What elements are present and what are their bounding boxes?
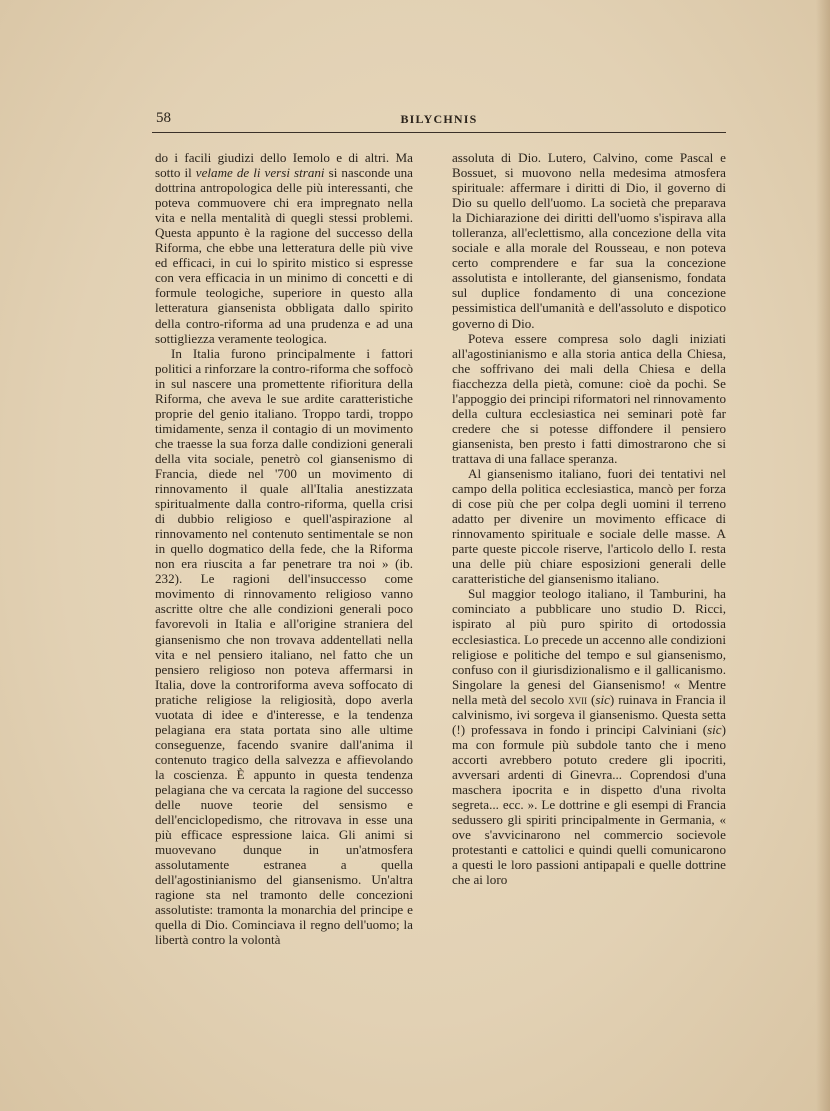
running-title: BILYCHNIS [400, 112, 478, 126]
page-edge-shadow [816, 0, 830, 1111]
left-paragraph-2: In Italia furono principalmente i fattori politici a rinforzare la contro-riforma che soffocò in sul nascere una promettente rifioritura della Riforma, che aveva le sue ardite caratteristiche proprie del genio italiano. Troppo tardi, troppo timidamente, senza il contagio di un movimento che traesse la sua forza dalle condizioni generali della vita sociale, penetrò col giansenismo di Francia, diede nel '700 un movimento di rinnovamento il quale all'Italia anestizzata spiritualmente dalla contro-riforma, quella crisi di dubbio religioso e quell'aspirazione al rinnovamento nel contenuto sentimentale se non in quello dogmatico della fede, che la Riforma non era riuscita a far penetrare tra noi » (ib. 232). Le ragioni dell'insuccesso come movimento di rinnovamento religioso vanno ascritte oltre che alle condizioni generali poco favorevoli in Italia e all'origine straniera del giansenismo che non trovava addentellati nella vita e nel pensiero italiano, nel fatto che un pensiero religioso non poteva affermarsi in Italia, dove la controriforma aveva soffocato di pratiche religiose la religiosità, dopo averla vuotata di idee e d'interesse, e la tendenza pelagiana era stata portata sino alle ultime conseguenze, facendo svanire dall'anima il contenuto tragico della salvezza e affievolando la coscienza. È appunto in questa tendenza pelagiana che va cercata la ragione del successo delle nuove teorie del sensismo e dell'enciclopedismo, che ritrovava in esse una più efficace espressione laica. Gli animi si muovevano dunque in un'atmosfera assolutamente estranea a quella dell'agostinianismo del giansenismo. Un'altra ragione sta nel tramonto delle concezioni assolutiste: tramonta la monarchia del principe e quella di Dio. Cominciava il regno dell'uomo; la libertà contro la volontà [155, 345, 413, 948]
sic-mark: sic [595, 691, 610, 707]
text-run: si nasconde una dottrina antropologica delle più interessanti, che poteva commuovere chi era impregnato nella vita e nella mentalità di quegli stessi problemi. Questa appunto è la ragione del successo della Riforma, che ebbe una letteratura delle più vive ed efficaci, in cui lo spirito mistico si espresse con vera efficacia in un minimo di concetti e di formule teologiche, superiore in questo alla letteratura giansenista obbligata dallo spirito della contro-riforma ad una prudenza e ad una sottigliezza veramente teologica. [155, 165, 413, 346]
right-paragraph-2: Poteva essere compresa solo dagli iniziati all'agostinianismo e alla storia antica della Chiesa, che soffrivano dei mali della Chiesa e della fiacchezza della pietà, comune: cioè da pochi. Se l'appoggio dei principi riformatori nel rinnovamento della cultura ecclesiastica nei seminari potè far credere che si potesse diffondere il pensiero giansenista, ben presto i fatti dimostrarono che si trattava di una fallace speranza. [452, 330, 726, 466]
text-run: Sul maggior teologo italiano, il Tamburini, ha cominciato a pubblicare uno studio D. Ricci, ispirato al più puro spirito di ortodossia ecclesiastica. Lo precede un accenno alle condizioni religiose e politiche del tempo e sul giansenismo, confuso con il giurisdizionalismo e il gallicanismo. Singolare la genesi del Giansenismo! « Mentre nella metà del secolo [452, 586, 726, 707]
running-header [152, 110, 726, 133]
italic-quote: velame de li versi strani [195, 165, 325, 181]
century-numeral: xvii [568, 691, 588, 707]
page-number: 58 [156, 110, 171, 126]
right-paragraph-4 [452, 586, 726, 887]
text-run: do i facili giudizi dello Iemolo e di altri. Ma sotto il [155, 150, 413, 181]
right-column [452, 150, 726, 887]
text-run: ) ma con formule più subdole tanto che i meno accorti avrebbero potuto credere gli ipocriti, avversari ardenti di Ginevra... Coprendosi d'una maschera ipocrita e in dispetto d'una rivolta segreta... ecc. ». Le dottrine e gli esempi di Francia sedussero gli spiriti principalmente in Germania, « ove s'avvicinarono nel commercio socievole protestanti e cattolici e quindi quelli comunicarono a questi le loro passioni antipapali e quelle dottrine che ai loro [452, 721, 726, 888]
left-paragraph-1 [155, 150, 413, 346]
sic-mark: sic [707, 721, 722, 737]
right-paragraph-1: assoluta di Dio. Lutero, Calvino, come Pascal e Bossuet, si muovono nella medesima atmosfera spirituale: affermare i diritti di Dio, il governo di Dio su quello dell'uomo. La società che preparava la Dichiarazione dei diritti dell'uomo s'ispirava alla tolleranza, all'eclettismo, alla concezione della vita sociale e alla morale del Rousseau, e non poteva certo comprendere e far sua la concezione assolutista e intollerante, del giansenismo, fondata sul duplice fondamento di una concezione pessimistica dell'umanità e dell'assoluto e dispotico governo di Dio. [452, 150, 726, 331]
right-paragraph-3: Al giansenismo italiano, fuori dei tentativi nel campo della politica ecclesiastica, mancò per forza di cose più che per colpa degli uomini il terreno adatto per divenire un movimento efficace di rinnovamento spirituale e sociale delle masse. A parte queste piccole riserve, l'articolo dello I. resta una delle più chiare esposizioni generali delle caratteristiche del giansenismo italiano. [452, 465, 726, 587]
text-run: ) ruinava in Francia il calvinismo, ivi sorgeva il giansenismo. Questa setta (!) professava in fondo i principi Calviniani ( [452, 691, 726, 737]
left-column [155, 150, 413, 947]
text-run: ( [587, 691, 596, 707]
